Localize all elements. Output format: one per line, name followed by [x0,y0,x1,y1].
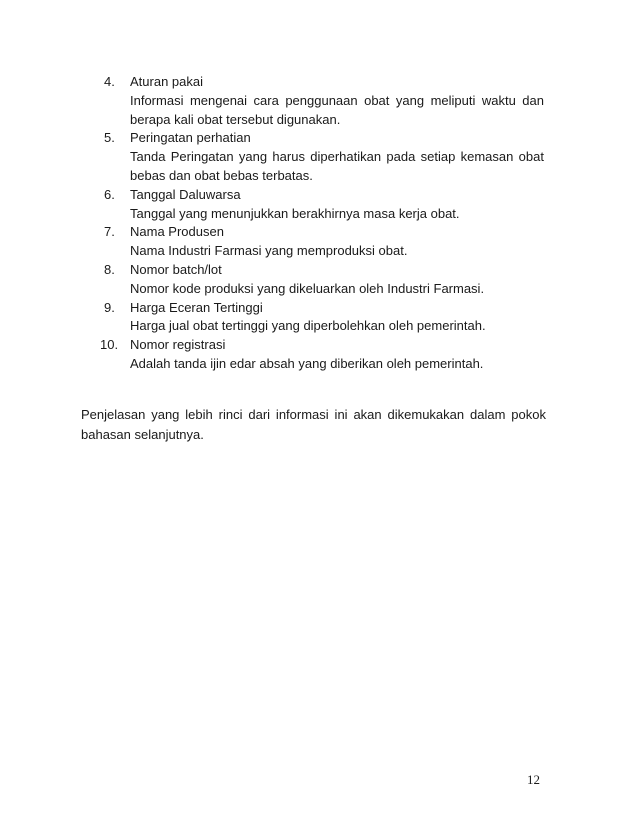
item-number: 7. [104,224,115,240]
item-description: Harga jual obat tertinggi yang diperbolehkan oleh pemerintah. [130,318,486,334]
item-number: 10. [100,337,119,353]
item-title: Nama Produsen [130,224,224,240]
item-description: Informasi mengenai cara penggunaan obat yang meliputi waktu dan berapa kali obat tersebut digunakan. [130,92,544,127]
item-number: 4. [104,74,115,89]
item-title: Nomor registrasi [130,337,226,353]
list-item [104,186,544,224]
item-description: Tanda Peringatan yang harus diperhatikan pada setiap kemasan obat bebas dan obat bebas terbatas. [130,149,544,183]
item-title: Peringatan perhatian [130,130,251,146]
list-item [104,261,544,299]
item-title: Harga Eceran Tertinggi [130,299,263,315]
list-item [104,73,544,129]
item-number: 8. [104,261,115,277]
item-number: 5. [104,130,115,146]
item-description: Adalah tanda ijin edar absah yang diberikan oleh pemerintah. [130,355,484,371]
list-item [104,129,544,185]
item-description: Tanggal yang menunjukkan berakhirnya masa kerja obat. [130,205,460,221]
item-number: 9. [104,299,115,315]
list-item [104,223,544,261]
item-description: Nama Industri Farmasi yang memproduksi obat. [130,243,408,259]
item-title: Aturan pakai [130,74,203,89]
list-item [104,299,544,337]
item-number: 6. [104,186,115,202]
list-item [100,336,544,374]
info-list [100,73,544,374]
page-number: 12 [527,772,540,787]
item-title: Nomor batch/lot [130,261,222,277]
item-title: Tanggal Daluwarsa [130,186,241,202]
item-description: Nomor kode produksi yang dikeluarkan oleh Industri Farmasi. [130,280,485,296]
closing-paragraph: Penjelasan yang lebih rinci dari informasi ini akan dikemukakan dalam pokok bahasan selanjutnya. [81,407,546,442]
